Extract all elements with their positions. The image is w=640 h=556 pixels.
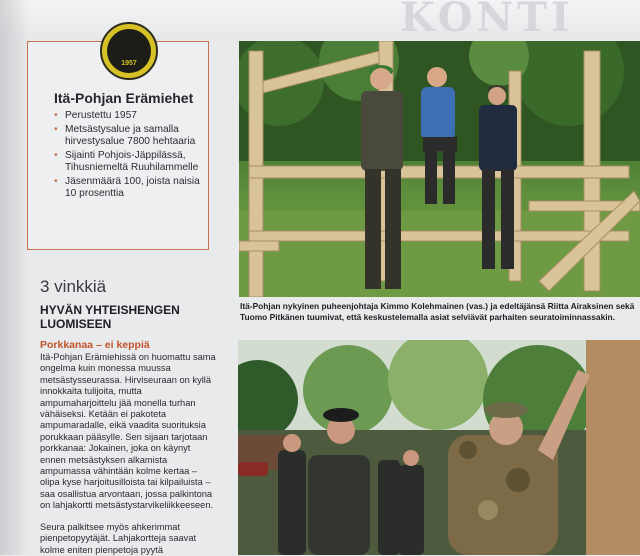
article-body-continued: Seura palkitsee myös ahkerimmat pienpetopyytäjät. Lahjakortteja saavat kolme eniten pienpetoja pyytä	[40, 522, 197, 555]
tips-title: HYVÄN YHTEISHENGEN LUOMISEEN	[40, 303, 180, 331]
logo-emblem	[107, 29, 151, 73]
logo-year: 1957	[121, 60, 137, 67]
fact-box-title: Itä-Pohjan Erämiehet	[54, 90, 194, 106]
fact-list	[54, 110, 204, 202]
fact-item: • Sijainti Pohjois-Jäppilässä, Tihusniemeltä Ruuhilammelle	[54, 150, 204, 175]
section-subtitle: Porkkanaa – ei keppiä	[40, 339, 150, 351]
header-decoration: KONTI	[400, 0, 574, 41]
photo-hunters-group	[238, 340, 640, 555]
club-logo	[100, 22, 158, 80]
photo-caption: Itä-Pohjan nykyinen puheenjohtaja Kimmo Kolehmainen (vas.) ja edeltäjänsä Riitta Airaksinen sekä Tuomo Pitkänen tuumivat, että keskustelemalla asiat selviävät parhaiten seuratoiminnassakin.	[240, 301, 635, 322]
fact-item: • Jäsenmäärä 100, joista naisia 10 prosenttia	[54, 176, 204, 201]
page-fold-shadow	[0, 0, 30, 555]
article-body: Itä-Pohjan Erämiehissä on huomattu sama ongelma kuin monessa muussa metsästysseurassa. Hirviseuraan on kyllä innokkaita tulijoita, mutta ampumaharjoittelu jää monella turhan vähäiseksi. Ketään ei pakoteta ampumaradalle, eikä vaadita suorituksia porukkaan pääsylle. Sen sijaan tarjotaan porkkanaa: Jokainen, joka on käynyt ennen metsästyksen alkamista ampumassa vähintään kolme kertaa – olipa kyse harjoitusilloista tai kilpailuista – saa osallistua arvontaan, jossa palkintona on lahjakortti metsästystarvikeliikkeeseen.	[40, 352, 216, 511]
photo-club-members	[239, 41, 640, 297]
photo-hunters-illustration	[238, 340, 640, 555]
fact-box	[27, 41, 209, 250]
fact-item: • Metsästysalue ja samalla hirvestysalue 7800 hehtaaria	[54, 124, 204, 149]
photo-club-members-illustration	[239, 41, 640, 297]
fact-item: • Perustettu 1957	[54, 110, 204, 123]
tips-heading: 3 vinkkiä	[40, 277, 107, 296]
page-header	[0, 0, 640, 40]
